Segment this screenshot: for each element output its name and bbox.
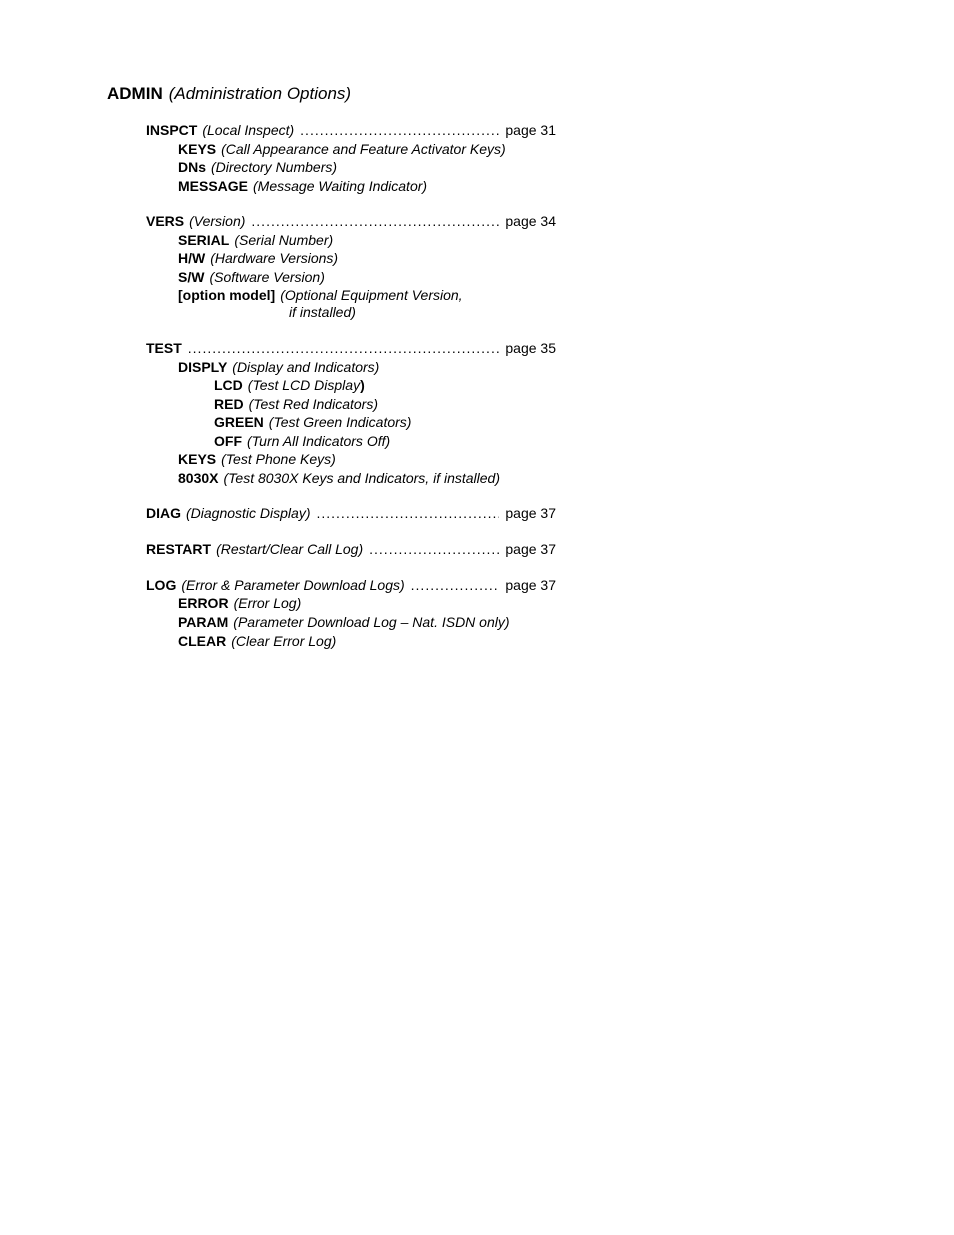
toc-entry-vers xyxy=(146,212,556,230)
admin-heading xyxy=(107,84,351,104)
item-keyword: H/W xyxy=(178,250,206,266)
entry-keyword: INSPCT xyxy=(146,122,198,138)
entry-description: (Version) xyxy=(189,213,246,229)
entry-keyword: RESTART xyxy=(146,541,212,557)
heading-description: (Administration Options) xyxy=(168,84,352,103)
item-description: (Hardware Versions) xyxy=(210,250,339,266)
item-keyword: 8030X xyxy=(178,470,219,486)
item-keyword: CLEAR xyxy=(178,633,227,649)
item-keyword: SERIAL xyxy=(178,232,230,248)
dot-leader xyxy=(369,540,499,558)
list-item xyxy=(178,469,500,487)
item-keyword: KEYS xyxy=(178,141,217,157)
list-item xyxy=(178,231,333,249)
item-description: (Error Log) xyxy=(233,595,302,611)
item-description: (Software Version) xyxy=(209,269,325,285)
item-description: (Display and Indicators) xyxy=(232,359,380,375)
item-keyword: PARAM xyxy=(178,614,229,630)
list-item xyxy=(178,358,379,376)
entry-keyword: LOG xyxy=(146,577,177,593)
heading-keyword: ADMIN xyxy=(107,84,163,103)
entry-keyword: VERS xyxy=(146,213,185,229)
item-keyword: DISPLY xyxy=(178,359,228,375)
list-item xyxy=(178,140,506,158)
entry-description: (Error & Parameter Download Logs) xyxy=(181,577,405,593)
item-keyword: GREEN xyxy=(214,414,264,430)
list-item xyxy=(214,395,378,413)
item-description: (Test 8030X Keys and Indicators, if installed) xyxy=(223,470,501,486)
list-item xyxy=(178,632,336,650)
page-reference: page 37 xyxy=(505,577,556,593)
item-description: (Parameter Download Log – Nat. ISDN only) xyxy=(233,614,510,630)
dot-leader xyxy=(251,212,499,230)
list-item xyxy=(178,450,336,468)
item-keyword: RED xyxy=(214,396,244,412)
dot-leader xyxy=(411,576,500,594)
item-description: (Call Appearance and Feature Activator Keys) xyxy=(221,141,506,157)
list-item xyxy=(214,376,365,394)
list-item xyxy=(178,613,510,631)
list-item xyxy=(178,286,463,304)
item-description: (Clear Error Log) xyxy=(231,633,337,649)
entry-description: (Diagnostic Display) xyxy=(186,505,311,521)
page-reference: page 37 xyxy=(505,505,556,521)
item-description: (Serial Number) xyxy=(234,232,334,248)
page-reference: page 31 xyxy=(505,122,556,138)
list-item xyxy=(214,413,411,431)
item-description: (Test LCD Display xyxy=(247,377,361,393)
item-keyword: MESSAGE xyxy=(178,178,249,194)
dot-leader xyxy=(316,504,499,522)
item-keyword: ERROR xyxy=(178,595,229,611)
toc-entry-restart xyxy=(146,540,556,558)
list-item xyxy=(178,268,325,286)
closing-paren: ) xyxy=(360,377,365,393)
page-reference: page 35 xyxy=(505,340,556,356)
list-item xyxy=(178,177,427,195)
entry-description: (Restart/Clear Call Log) xyxy=(216,541,364,557)
entry-description: (Local Inspect) xyxy=(202,122,295,138)
item-description: (Test Red Indicators) xyxy=(248,396,378,412)
dot-leader xyxy=(188,339,500,357)
page-reference: page 34 xyxy=(505,213,556,229)
item-keyword: DNs xyxy=(178,159,207,175)
item-keyword: S/W xyxy=(178,269,205,285)
list-item xyxy=(178,594,301,612)
item-description-continuation: if installed) xyxy=(289,304,356,320)
item-description: (Turn All Indicators Off) xyxy=(247,433,391,449)
item-keyword: KEYS xyxy=(178,451,217,467)
item-keyword: OFF xyxy=(214,433,242,449)
page-reference: page 37 xyxy=(505,541,556,557)
list-item xyxy=(178,158,337,176)
toc-entry-test xyxy=(146,339,556,357)
toc-entry-inspct xyxy=(146,121,556,139)
list-item xyxy=(214,432,390,450)
dot-leader xyxy=(300,121,499,139)
item-description: (Message Waiting Indicator) xyxy=(253,178,428,194)
item-keyword: LCD xyxy=(214,377,243,393)
item-description: (Directory Numbers) xyxy=(211,159,338,175)
entry-keyword: DIAG xyxy=(146,505,181,521)
toc-entry-diag xyxy=(146,504,556,522)
toc-entry-log xyxy=(146,576,556,594)
item-keyword: [option model] xyxy=(178,287,276,303)
item-description: (Optional Equipment Version, xyxy=(280,287,463,303)
item-description: (Test Phone Keys) xyxy=(221,451,336,467)
item-description: (Test Green Indicators) xyxy=(268,414,412,430)
list-item xyxy=(178,249,338,267)
entry-keyword: TEST xyxy=(146,340,182,356)
